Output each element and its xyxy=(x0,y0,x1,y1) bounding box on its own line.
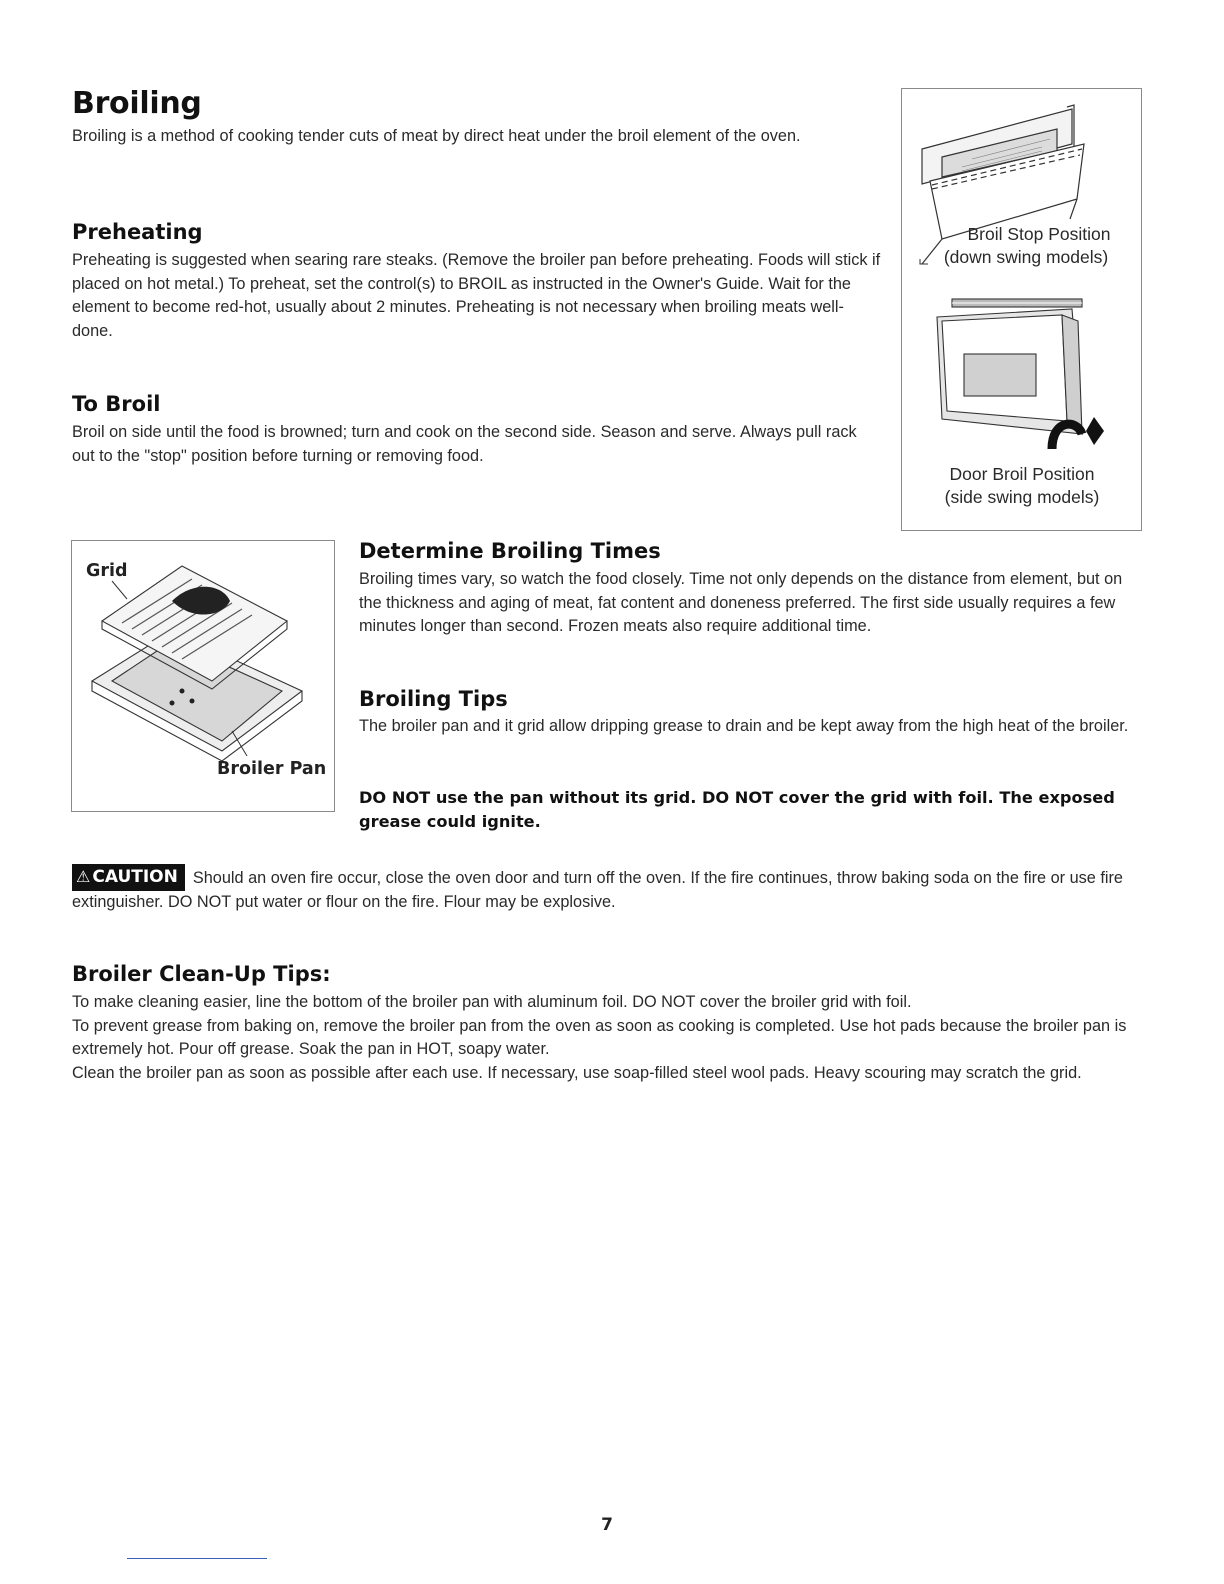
caution-badge xyxy=(72,864,185,891)
page-number: 7 xyxy=(601,1515,613,1535)
broiling-tips-heading: Broiling Tips xyxy=(359,687,508,711)
grid-foil-warning: DO NOT use the pan without its grid. DO NOT cover the grid with foil. The exposed grease could ignite. xyxy=(359,788,1115,831)
intro-text: Broiling is a method of cooking tender cuts of meat by direct heat under the broil element of the oven. xyxy=(72,127,801,145)
warning-triangle-icon: ⚠ xyxy=(76,867,91,886)
cleanup-text xyxy=(72,991,1142,1085)
cleanup-line-1: To make cleaning easier, line the bottom of the broiler pan with aluminum foil. DO NOT cover the broiler grid with foil. xyxy=(72,993,912,1011)
caution-paragraph xyxy=(72,864,1142,914)
broiler-pan-figure xyxy=(71,540,335,812)
broil-stop-caption: Broil Stop Position xyxy=(967,224,1111,244)
side-swing-caption: (side swing models) xyxy=(944,487,1100,507)
determine-times-heading: Determine Broiling Times xyxy=(359,539,661,563)
cleanup-line-3: Clean the broiler pan as soon as possible after each use. If necessary, use soap-filled steel wool pads. Heavy scouring may scratch the grid. xyxy=(72,1063,1082,1082)
door-broil-caption: Door Broil Position xyxy=(949,464,1095,484)
caution-text: Should an oven fire occur, close the oven door and turn off the oven. If the fire continues, throw baking soda on the fire or use fire extinguisher. DO NOT put water or flour on the fire. Flour may be explosive. xyxy=(72,869,1123,911)
broiling-tips-text: The broiler pan and it grid allow dripping grease to drain and be kept away from the high heat of the broiler. xyxy=(359,717,1129,735)
grid-label: Grid xyxy=(86,561,128,581)
to-broil-heading: To Broil xyxy=(72,392,161,416)
oven-figure xyxy=(901,88,1142,531)
to-broil-text: Broil on side until the food is browned; turn and cook on the second side. Season and serve. Always pull rack out to the "stop" position before turning or removing food. xyxy=(72,423,857,465)
preheating-text: Preheating is suggested when searing rare steaks. (Remove the broiler pan before preheating. Foods will stick if placed on hot metal.) To preheat, set the control(s) to BROIL as instructed in the Owner's Guide. Wait for the element to become red-hot, usually about 2 minutes. Preheating is not necessary when broiling meats well-done. xyxy=(72,251,881,340)
cleanup-line-2: To prevent grease from baking on, remove the broiler pan from the oven as soon as cooking is completed. Use hot pads because the broiler pan is extremely hot. Pour off grease. Soak the pan in HOT, soapy water. xyxy=(72,1016,1127,1059)
down-swing-caption: (down swing models) xyxy=(943,247,1109,267)
cleanup-heading: Broiler Clean-Up Tips: xyxy=(72,962,331,986)
preheating-heading: Preheating xyxy=(72,220,203,244)
page-title: Broiling xyxy=(72,86,202,121)
footer-rule xyxy=(127,1558,267,1559)
broiler-pan-label: Broiler Pan xyxy=(217,759,327,779)
determine-times-text: Broiling times vary, so watch the food closely. Time not only depends on the distance from element, but on the thickness and aging of meat, fat content and doneness preferred. The first side usually requires a few minutes longer than second. Frozen meats also require additional time. xyxy=(359,570,1123,636)
caution-label: CAUTION xyxy=(92,867,178,887)
